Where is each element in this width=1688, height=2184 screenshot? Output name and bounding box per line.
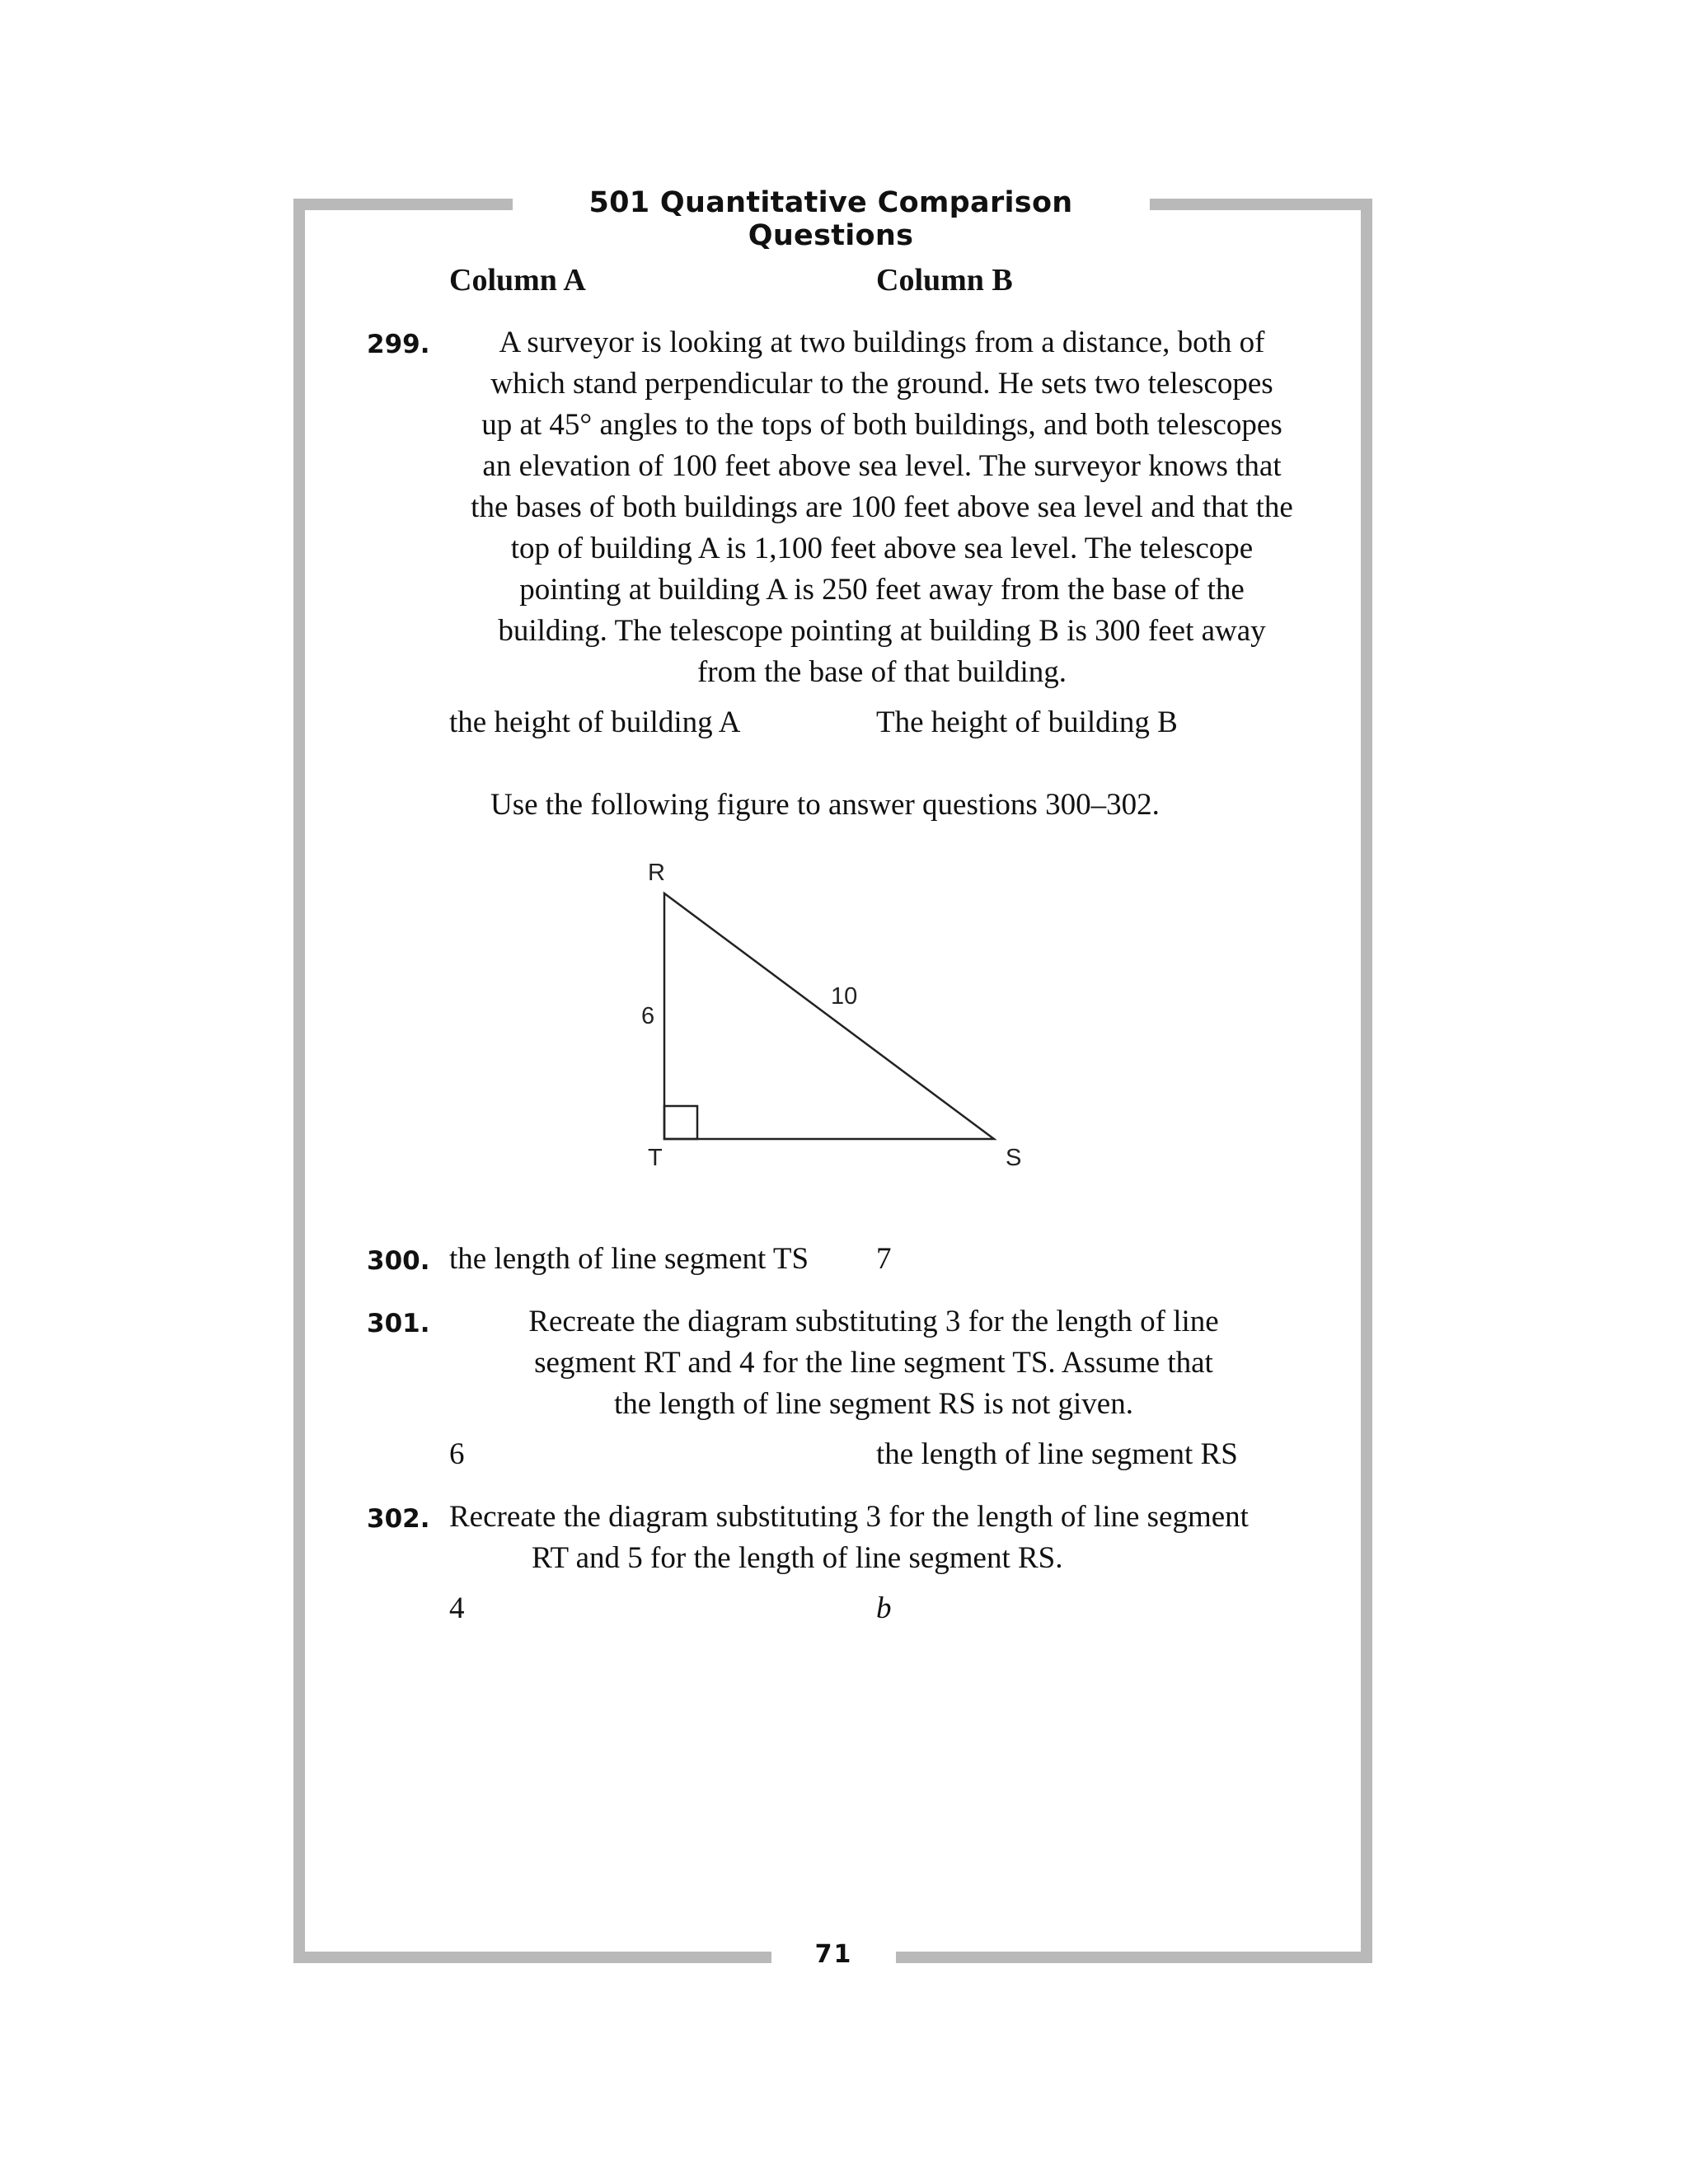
question-300-column-b: 7: [876, 1242, 892, 1276]
question-299-column-a: the height of building A: [449, 705, 741, 739]
question-302-line: RT and 5 for the length of line segment RS.: [532, 1541, 1063, 1575]
question-300-column-a: the length of line segment TS: [449, 1242, 809, 1276]
column-a-heading: Column A: [449, 263, 586, 298]
question-number-300: 300.: [367, 1246, 430, 1276]
question-302-column-a: 4: [449, 1591, 465, 1625]
frame-bottom-left: [293, 1952, 771, 1963]
frame-bottom-right: [896, 1952, 1372, 1963]
question-299-line: an elevation of 100 feet above sea level. The surveyor knows that: [482, 449, 1282, 483]
frame-right: [1361, 199, 1372, 1963]
question-number-302: 302.: [367, 1504, 430, 1534]
question-299-line: from the base of that building.: [696, 655, 1067, 689]
vertex-label-s: S: [1006, 1145, 1022, 1171]
right-triangle-diagram: [610, 849, 1071, 1203]
question-299-line: building. The telescope pointing at building B is 300 feet away: [498, 614, 1266, 648]
question-299-line: A surveyor is looking at two buildings from a distance, both of: [499, 326, 1265, 359]
question-299-line: up at 45° angles to the tops of both buildings, and both telescopes: [481, 408, 1282, 442]
question-301-column-b: the length of line segment RS: [876, 1437, 1238, 1471]
figure-intro: Use the following figure to answer questions 300–302.: [490, 788, 1160, 822]
running-header: 501 Quantitative Comparison Questions: [588, 186, 1073, 252]
question-301-column-a: 6: [449, 1437, 465, 1471]
question-299-column-b: The height of building B: [876, 705, 1178, 739]
frame-top-left: [293, 199, 513, 210]
question-301-line: Recreate the diagram substituting 3 for the length of line: [528, 1305, 1219, 1338]
question-301-line: segment RT and 4 for the line segment TS. Assume that: [534, 1346, 1213, 1380]
question-302-column-b: b: [876, 1591, 892, 1625]
question-299-line: which stand perpendicular to the ground. He sets two telescopes: [490, 367, 1273, 401]
question-299-stem: [429, 322, 1335, 693]
question-302-line: Recreate the diagram substituting 3 for the length of line segment: [449, 1500, 1249, 1534]
right-angle-marker: [664, 1106, 697, 1139]
side-label-rs: 10: [831, 983, 858, 1010]
question-299-line: top of building A is 1,100 feet above sea level. The telescope: [510, 532, 1254, 565]
frame-top-right: [1150, 199, 1372, 210]
question-301-stem: [462, 1301, 1286, 1425]
question-299-line: the bases of both buildings are 100 feet above sea level and that the: [471, 490, 1293, 524]
triangle-rts: [664, 893, 994, 1139]
question-number-301: 301.: [367, 1309, 430, 1338]
side-label-rt: 6: [641, 1003, 655, 1029]
vertex-label-t: T: [648, 1145, 663, 1171]
question-299-line: pointing at building A is 250 feet away from the base of the: [519, 573, 1245, 607]
column-b-heading: Column B: [876, 263, 1013, 298]
page-number: 71: [814, 1940, 853, 1969]
question-301-line: the length of line segment RS is not given.: [614, 1387, 1133, 1421]
vertex-label-r: R: [648, 860, 665, 886]
frame-left: [293, 199, 305, 1963]
question-number-299: 299.: [367, 330, 430, 359]
